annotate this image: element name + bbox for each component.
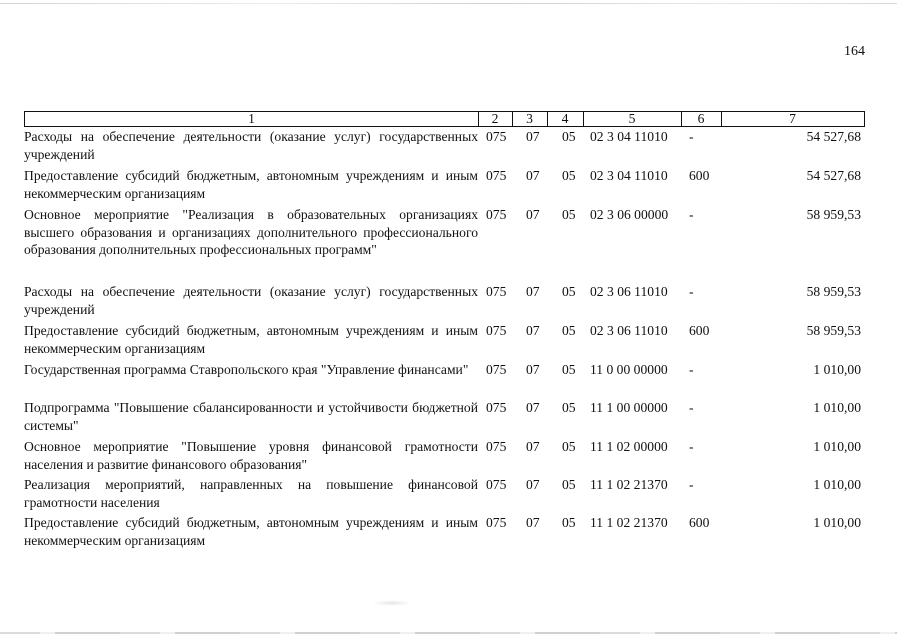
row-code-c2: 075 — [486, 284, 507, 299]
row-description: Расходы на обеспечение деятельности (оказание услуг) государственных учреждений — [24, 129, 478, 162]
row-code-c5: 02 3 06 11010 — [590, 323, 668, 338]
row-code-c4: 05 — [562, 284, 576, 299]
row-code-c4: 05 — [562, 323, 576, 338]
row-code-c6: 600 — [689, 168, 710, 183]
row-amount: 58 959,53 — [806, 207, 861, 222]
row-code-c5: 11 1 02 00000 — [590, 439, 668, 454]
scan-bottom-edge — [0, 632, 897, 634]
row-code-c5: 11 1 02 21370 — [590, 515, 668, 530]
row-code-c4: 05 — [562, 400, 576, 415]
row-code-c6: - — [689, 400, 694, 415]
row-code-c6: 600 — [689, 323, 710, 338]
row-amount: 1 010,00 — [813, 515, 861, 530]
row-description: Расходы на обеспечение деятельности (оказание услуг) государственных учреждений — [24, 284, 478, 317]
row-code-c6: 600 — [689, 515, 710, 530]
row-code-c3: 07 — [526, 362, 540, 377]
row-code-c3: 07 — [526, 168, 540, 183]
row-description: Основное мероприятие "Повышение уровня финансовой грамотности населения и развитие финансового образования" — [24, 439, 478, 472]
row-description: Основное мероприятие "Реализация в образовательных организациях высшего образования и организациях дополнительного профессионального образования дополнительных профессиональных программ" — [24, 207, 478, 257]
row-description: Предоставление субсидий бюджетным, автономным учреждениям и иным некоммерческим организациям — [24, 515, 478, 548]
row-code-c6: - — [689, 129, 694, 144]
row-code-c2: 075 — [486, 400, 507, 415]
row-code-c4: 05 — [562, 439, 576, 454]
row-amount: 58 959,53 — [806, 284, 861, 299]
row-amount: 54 527,68 — [806, 168, 861, 183]
row-code-c4: 05 — [562, 207, 576, 222]
row-code-c6: - — [689, 439, 694, 454]
row-code-c4: 05 — [562, 168, 576, 183]
row-code-c3: 07 — [526, 284, 540, 299]
row-code-c2: 075 — [486, 477, 507, 492]
row-code-c6: - — [689, 284, 694, 299]
row-code-c5: 11 1 02 21370 — [590, 477, 668, 492]
header-col-2: 2 — [478, 111, 513, 127]
row-code-c4: 05 — [562, 129, 576, 144]
header-col-1: 1 — [24, 111, 479, 127]
row-code-c2: 075 — [486, 439, 507, 454]
row-code-c4: 05 — [562, 362, 576, 377]
row-description: Подпрограмма "Повышение сбалансированности и устойчивости бюджетной системы" — [24, 400, 478, 433]
scan-smudge — [372, 600, 412, 606]
row-description: Реализация мероприятий, направленных на повышение финансовой грамотности населения — [24, 477, 478, 510]
row-code-c2: 075 — [486, 362, 507, 377]
header-col-3: 3 — [512, 111, 548, 127]
row-code-c6: - — [689, 362, 694, 377]
row-code-c2: 075 — [486, 168, 507, 183]
row-code-c2: 075 — [486, 207, 507, 222]
page-number: 164 — [844, 44, 865, 59]
row-code-c5: 02 3 06 11010 — [590, 284, 668, 299]
row-amount: 1 010,00 — [813, 362, 861, 377]
row-code-c2: 075 — [486, 323, 507, 338]
row-amount: 1 010,00 — [813, 477, 861, 492]
row-code-c5: 02 3 06 00000 — [590, 207, 669, 222]
row-code-c3: 07 — [526, 207, 540, 222]
header-col-5: 5 — [583, 111, 682, 127]
header-col-6: 6 — [681, 111, 722, 127]
header-col-7: 7 — [721, 111, 865, 127]
row-code-c3: 07 — [526, 400, 540, 415]
row-code-c5: 11 0 00 00000 — [590, 362, 668, 377]
row-code-c3: 07 — [526, 129, 540, 144]
row-description: Предоставление субсидий бюджетным, автономным учреждениям и иным некоммерческим организациям — [24, 323, 478, 356]
row-amount: 1 010,00 — [813, 400, 861, 415]
row-code-c4: 05 — [562, 515, 576, 530]
scan-top-edge — [0, 3, 897, 4]
row-code-c2: 075 — [486, 129, 507, 144]
row-code-c4: 05 — [562, 477, 576, 492]
row-amount: 54 527,68 — [806, 129, 861, 144]
row-amount: 1 010,00 — [813, 439, 861, 454]
row-description: Государственная программа Ставропольского края "Управление финансами" — [24, 362, 469, 377]
row-code-c3: 07 — [526, 477, 540, 492]
row-code-c3: 07 — [526, 323, 540, 338]
row-code-c2: 075 — [486, 515, 507, 530]
row-description: Предоставление субсидий бюджетным, автономным учреждениям и иным некоммерческим организациям — [24, 168, 478, 201]
row-code-c5: 02 3 04 11010 — [590, 129, 668, 144]
row-code-c3: 07 — [526, 515, 540, 530]
row-code-c6: - — [689, 477, 694, 492]
row-code-c5: 11 1 00 00000 — [590, 400, 668, 415]
row-code-c5: 02 3 04 11010 — [590, 168, 668, 183]
header-col-4: 4 — [547, 111, 584, 127]
row-code-c6: - — [689, 207, 694, 222]
row-amount: 58 959,53 — [806, 323, 861, 338]
row-code-c3: 07 — [526, 439, 540, 454]
